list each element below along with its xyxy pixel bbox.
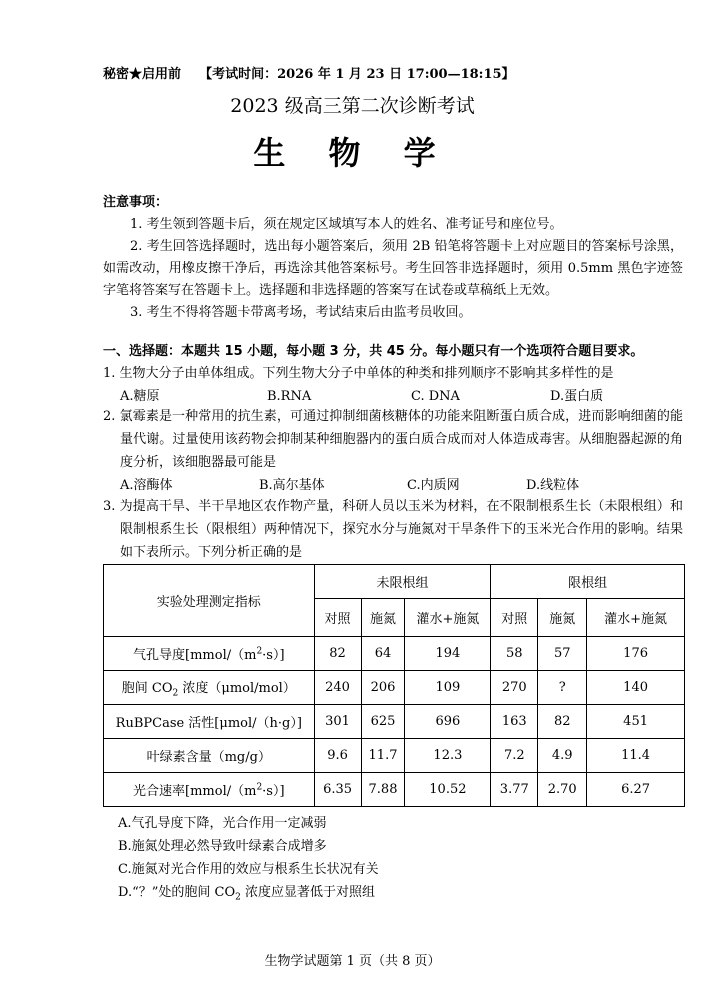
table-row bbox=[104, 671, 685, 705]
notice-heading: 注意事项： bbox=[103, 195, 169, 210]
question-stem: 1. 生物大分子由单体组成。下列生物大分子中单体的种类和排列顺序不影响其多样性的是 bbox=[103, 366, 614, 381]
table-row bbox=[104, 637, 685, 671]
group-header: 限根组 bbox=[491, 565, 685, 599]
table-row bbox=[104, 705, 685, 739]
table-cell: 82 bbox=[314, 637, 361, 671]
option-c: C. DNA bbox=[411, 389, 460, 404]
option-b: B.RNA bbox=[267, 389, 312, 404]
column-header: 对照 bbox=[314, 599, 361, 637]
table-cell: 57 bbox=[538, 637, 587, 671]
column-header: 对照 bbox=[491, 599, 538, 637]
table-cell: 109 bbox=[405, 671, 491, 705]
table-cell: 11.7 bbox=[361, 739, 405, 773]
table-cell: 451 bbox=[587, 705, 685, 739]
row-label: 气孔导度$[mmol/(m^2\cdot s)]$ bbox=[104, 637, 315, 671]
table-cell: 10.52 bbox=[405, 773, 491, 807]
table-cell: 82 bbox=[538, 705, 587, 739]
table-cell: 140 bbox=[587, 671, 685, 705]
option-c: C.施氮对光合作用的效应与根系生长状况有关 bbox=[118, 862, 379, 877]
notice-item: 3. 考生不得将答题卡带离考场，考试结束后由监考员收回。 bbox=[130, 305, 472, 320]
notice-item: 2. 考生回答选择题时，选出每小题答案后，须用 2B 铅笔将答题卡上对应题目的答案标号涂黑，如需改动，用橡皮擦干净后，再选涂其他答案标号。考生回答非选择题时，须用 0.5mm 黑色字迹签字笔将答案写在答题卡上。选择题和非选择题的答案写在试卷或草稿纸上无效。 bbox=[103, 239, 683, 298]
table-cell: 696 bbox=[405, 705, 491, 739]
table-cell: 4.9 bbox=[538, 739, 587, 773]
secret-label: 秘密★启用前 bbox=[103, 67, 182, 82]
option-c: C.内质网 bbox=[407, 478, 460, 493]
option-d: D.蛋白质 bbox=[550, 389, 604, 404]
table-cell: 11.4 bbox=[587, 739, 685, 773]
option-d: D.“？”处的胞间 $CO_2$ 浓度应显著低于对照组 bbox=[118, 885, 375, 903]
table-cell: 64 bbox=[361, 637, 405, 671]
section-heading: 一、选择题：本题共 15 小题，每小题 3 分，共 45 分。每小题只有一个选项符合题目要求。 bbox=[103, 344, 644, 359]
results-table bbox=[103, 564, 685, 807]
table-cell: 9.6 bbox=[314, 739, 361, 773]
table-cell: 206 bbox=[361, 671, 405, 705]
notice-block bbox=[103, 192, 683, 324]
question-3 bbox=[103, 495, 683, 564]
table-corner: 实验处理测定指标 bbox=[104, 565, 315, 637]
table-row bbox=[104, 773, 685, 807]
exam-time: 【考试时间：2026 年 1 月 23 日 17:00—18:15】 bbox=[199, 67, 515, 82]
table-cell: 7.88 bbox=[361, 773, 405, 807]
table-cell: 194 bbox=[405, 637, 491, 671]
option-b: B.高尔基体 bbox=[259, 478, 325, 493]
table-cell: 176 bbox=[587, 637, 685, 671]
column-header: 灌水+施氮 bbox=[405, 599, 491, 637]
table-cell: 3.77 bbox=[491, 773, 538, 807]
row-label: RuBPCase 活性[μmol/（h·g）] bbox=[104, 705, 315, 739]
options-row bbox=[103, 474, 683, 497]
table-cell: 625 bbox=[361, 705, 405, 739]
question-2 bbox=[103, 405, 683, 497]
table-cell: 270 bbox=[491, 671, 538, 705]
exam-subtitle: 2023 级高三第二次诊断考试 bbox=[230, 95, 475, 117]
question-stem: 2. 氯霉素是一种常用的抗生素，可通过抑制细菌核糖体的功能来阻断蛋白质合成，进而影响细菌的能量代谢。过量使用该药物会抑制某种细胞器内的蛋白质合成而对人体造成毒害。从细胞器起源的角度分析，该细胞器最可能是 bbox=[103, 409, 683, 470]
question-1 bbox=[103, 362, 683, 408]
table-cell: 6.27 bbox=[587, 773, 685, 807]
table-cell: 6.35 bbox=[314, 773, 361, 807]
group-header: 未限根组 bbox=[314, 565, 491, 599]
table-header-row bbox=[104, 565, 685, 599]
column-header: 施氮 bbox=[538, 599, 587, 637]
question-3-options bbox=[118, 812, 379, 910]
exam-title: 生 物 学 bbox=[253, 134, 452, 172]
option-a: A.气孔导度下降，光合作用一定减弱 bbox=[118, 816, 327, 831]
column-header: 施氮 bbox=[361, 599, 405, 637]
table-cell: 2.70 bbox=[538, 773, 587, 807]
table-cell: 163 bbox=[491, 705, 538, 739]
header-line bbox=[103, 63, 515, 82]
column-header: 灌水+施氮 bbox=[587, 599, 685, 637]
question-stem: 3. 为提高干旱、半干旱地区农作物产量，科研人员以玉米为材料，在不限制根系生长（未限根组）和限制根系生长（限根组）两种情况下，探究水分与施氮对干旱条件下的玉米光合作用的影响。结果如下表所示。下列分析正确的是 bbox=[103, 499, 683, 560]
page-footer: 生物学试题第 1 页（共 8 页） bbox=[264, 954, 441, 969]
option-d: D.线粒体 bbox=[526, 478, 580, 493]
table-row bbox=[104, 739, 685, 773]
row-label: 胞间 $CO_2$ 浓度（μmol/mol） bbox=[104, 671, 315, 705]
row-label: 叶绿素含量（mg/g） bbox=[104, 739, 315, 773]
row-label: 光合速率$[mmol/(m^2\cdot s)]$ bbox=[104, 773, 315, 807]
table-cell: 58 bbox=[491, 637, 538, 671]
notice-item: 1. 考生领到答题卡后，须在规定区域填写本人的姓名、准考证号和座位号。 bbox=[130, 217, 563, 232]
table-cell: 7.2 bbox=[491, 739, 538, 773]
table-cell: 240 bbox=[314, 671, 361, 705]
table-cell: 12.3 bbox=[405, 739, 491, 773]
table-cell: ? bbox=[538, 671, 587, 705]
table-cell: 301 bbox=[314, 705, 361, 739]
option-a: A.糖原 bbox=[120, 389, 160, 404]
option-b: B.施氮处理必然导致叶绿素合成增多 bbox=[118, 839, 327, 854]
option-a: A.溶酶体 bbox=[120, 478, 173, 493]
